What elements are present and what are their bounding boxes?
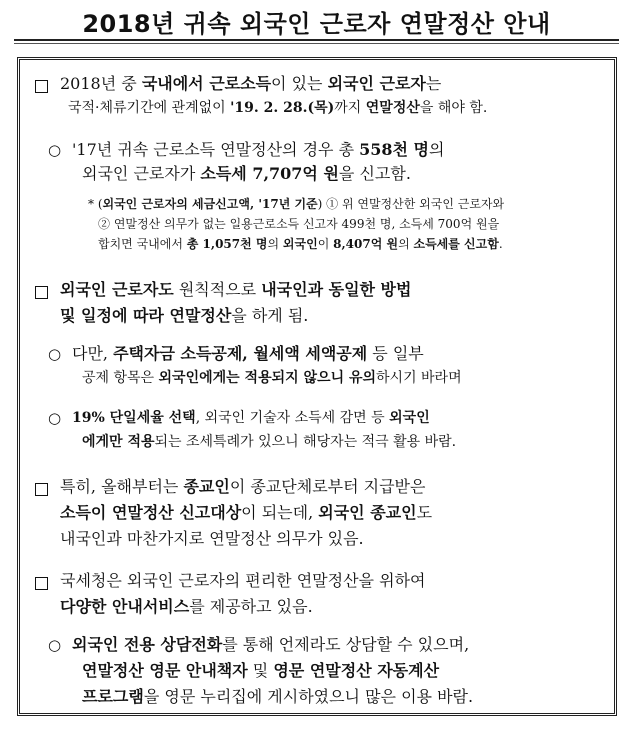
square-bullet-icon — [35, 577, 48, 590]
section-2-line-1: 외국인 근로자도 원칙적으로 내국인과 동일한 방법 — [60, 280, 412, 299]
section-4-line-2: 다양한 안내서비스를 제공하고 있음. — [60, 597, 313, 616]
note-line-2: ② 연말정산 의무가 없는 일용근로소득 신고자 499천 명, 소득세 700억 원을 — [98, 217, 500, 231]
sub-2b-line-1: 19% 단일세율 선택, 외국인 기술자 소득세 감면 등 외국인 — [72, 410, 430, 426]
section-2-line-2: 및 일정에 따라 연말정산을 하게 됨. — [60, 306, 309, 325]
circle-bullet-icon: ○ — [48, 409, 62, 427]
sub-2b-line-2: 에게만 적용되는 조세특례가 있으니 해당자는 적극 활용 바람. — [82, 434, 457, 450]
sub-2a-line-1: 다만, 주택자금 소득공제, 월세액 세액공제 등 일부 — [72, 344, 424, 363]
section-3-line-1: 특히, 올해부터는 종교인이 종교단체로부터 지급받은 — [60, 477, 426, 496]
note-line-1: * (외국인 근로자의 세금신고액, '17년 기준) ① 위 연말정산한 외국인 근로자와 — [88, 197, 505, 211]
section-3-line-2: 소득이 연말정산 신고대상이 되는데, 외국인 종교인도 — [60, 503, 433, 522]
sub-4-line-2: 연말정산 영문 안내책자 및 영문 연말정산 자동계산 — [82, 661, 440, 680]
square-bullet-icon — [35, 483, 48, 496]
title-underline-thin — [14, 43, 619, 44]
section-1-line-2: 국적·체류기간에 관계없이 '19. 2. 28.(목)까지 연말정산을 해야 함. — [68, 100, 488, 116]
sub-1-line-2: 외국인 근로자가 소득세 7,707억 원을 신고함. — [82, 164, 411, 183]
note-line-3: 합치면 국내에서 총 1,057천 명의 외국인이 8,407억 원의 소득세를 신고함. — [98, 237, 503, 251]
section-3-line-3: 내국인과 마찬가지로 연말정산 의무가 있음. — [60, 529, 364, 548]
title-underline — [14, 39, 619, 41]
section-1-line-1: 2018년 중 국내에서 근로소득이 있는 외국인 근로자는 — [60, 74, 442, 93]
sub-4-line-3: 프로그램을 영문 누리집에 게시하였으니 많은 이용 바람. — [82, 687, 474, 706]
square-bullet-icon — [35, 80, 48, 93]
notice-box — [17, 57, 617, 716]
square-bullet-icon — [35, 286, 48, 299]
section-4-line-1: 국세청은 외국인 근로자의 편리한 연말정산을 위하여 — [60, 571, 426, 590]
circle-bullet-icon: ○ — [48, 345, 62, 363]
circle-bullet-icon: ○ — [48, 141, 62, 159]
sub-4-line-1: 외국인 전용 상담전화를 통해 언제라도 상담할 수 있으며, — [72, 635, 470, 654]
page-title: 2018년 귀속 외국인 근로자 연말정산 안내 — [82, 10, 551, 38]
sub-2a-line-2: 공제 항목은 외국인에게는 적용되지 않으니 유의하시기 바라며 — [82, 370, 462, 386]
sub-1-line-1: '17년 귀속 근로소득 연말정산의 경우 총 558천 명의 — [72, 140, 445, 159]
circle-bullet-icon: ○ — [48, 636, 62, 654]
